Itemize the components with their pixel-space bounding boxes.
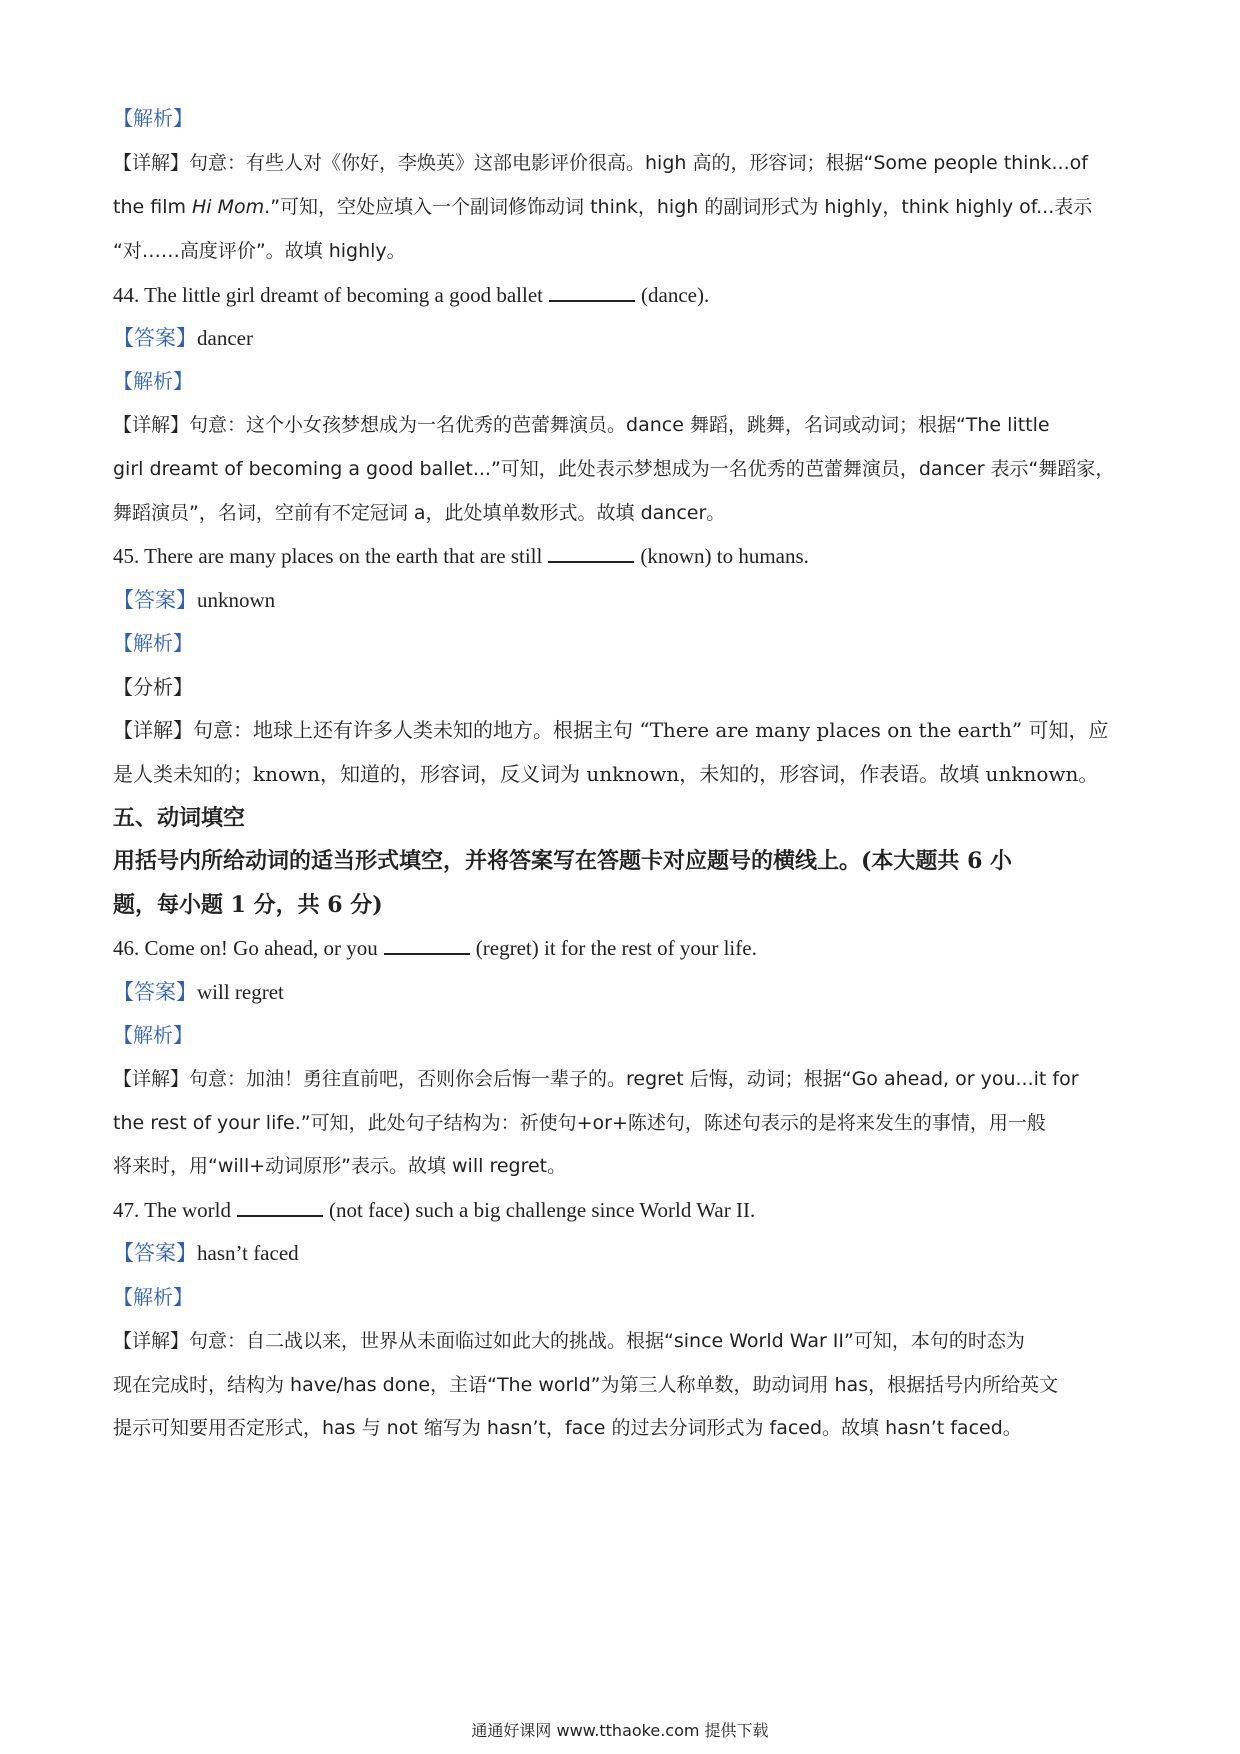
answer-blank <box>384 935 470 955</box>
detail-line: 【详解】句意：自二战以来，世界从未面临过如此大的挑战。根据“since World War II”可知，本句的时态为 <box>113 1330 1025 1352</box>
detail-line: 现在完成时，结构为 have/has done，主语“The world”为第三人称单数，助动词用 has，根据括号内所给英文 <box>113 1374 1059 1396</box>
section-heading: 五、动词填空 <box>113 805 246 831</box>
answer-line: 【答案】unknown <box>113 588 276 612</box>
section-instruction: 用括号内所给动词的适当形式填空，并将答案写在答题卡对应题号的横线上。(本大题共 6 小 <box>113 848 1013 874</box>
analysis-tag: 【解析】 <box>113 1023 193 1047</box>
question-47: 47. The world (not face) such a big challenge since World War II. <box>113 1198 756 1222</box>
analysis-tag: 【解析】 <box>113 1285 193 1309</box>
detail-line: the film Hi Mom.”可知，空处应填入一个副词修饰动词 think，high 的副词形式为 highly，think highly of...表示 <box>113 196 1093 218</box>
section-instruction: 题，每小题 1 分，共 6 分) <box>113 892 383 918</box>
question-45: 45. There are many places on the earth that are still (known) to humans. <box>113 544 809 568</box>
answer-blank <box>237 1197 323 1217</box>
answer-line: 【答案】will regret <box>113 980 284 1004</box>
analysis-tag: 【解析】 <box>113 631 193 655</box>
detail-line: 【详解】句意：有些人对《你好，李焕英》这部电影评价很高。high 高的，形容词；根据“Some people think...of <box>113 152 1088 174</box>
detail-line: 提示可知要用否定形式，has 与 not 缩写为 hasn’t，face 的过去分词形式为 faced。故填 hasn’t faced。 <box>113 1417 1022 1439</box>
question-44: 44. The little girl dreamt of becoming a good ballet (dance). <box>113 283 710 307</box>
answer-blank <box>548 543 634 563</box>
answer-blank <box>549 282 635 302</box>
question-46: 46. Come on! Go ahead, or you (regret) it for the rest of your life. <box>113 936 757 960</box>
analysis-tag: 【解析】 <box>113 369 193 393</box>
answer-line: 【答案】hasn’t faced <box>113 1241 299 1265</box>
analysis-tag-1: 【解析】 <box>113 106 193 130</box>
detail-line: “对……高度评价”。故填 highly。 <box>113 240 406 262</box>
detail-line: 将来时，用“will+动词原形”表示。故填 will regret。 <box>113 1155 567 1177</box>
page-footer: 通通好课网 www.tthaoke.com 提供下载 <box>471 1721 769 1740</box>
detail-line: the rest of your life.”可知，此处句子结构为：祈使句+or+陈述句，陈述句表示的是将来发生的事情，用一般 <box>113 1112 1046 1134</box>
detail-line: 【详解】句意：这个小女孩梦想成为一名优秀的芭蕾舞演员。dance 舞蹈，跳舞，名词或动词；根据“The little <box>113 414 1050 436</box>
detail-line: 【详解】句意：加油！勇往直前吧，否则你会后悔一辈子的。regret 后悔，动词；根据“Go ahead, or you...it for <box>113 1068 1079 1090</box>
answer-line: 【答案】dancer <box>113 326 253 350</box>
detail-line: 【详解】句意：地球上还有许多人类未知的地方。根据主句 “There are many places on the earth” 可知，应 <box>113 718 1109 742</box>
analysis-subtag: 【分析】 <box>113 675 193 699</box>
detail-line: girl dreamt of becoming a good ballet...”可知，此处表示梦想成为一名优秀的芭蕾舞演员，dancer 表示“舞蹈家， <box>113 458 1115 480</box>
detail-line: 舞蹈演员”，名词，空前有不定冠词 a，此处填单数形式。故填 dancer。 <box>113 502 726 524</box>
detail-line: 是人类未知的；known，知道的，形容词，反义词为 unknown，未知的，形容词，作表语。故填 unknown。 <box>113 762 1099 786</box>
